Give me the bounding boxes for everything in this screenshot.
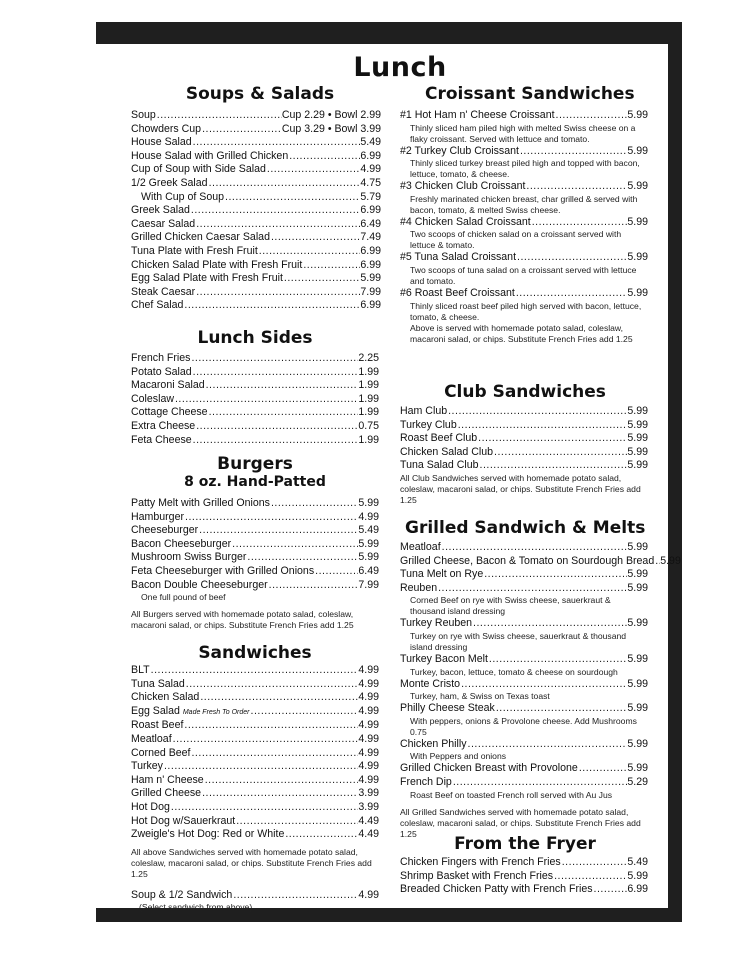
list-item: #5 Tuna Salad Croissant ..... 5.99: [400, 251, 648, 265]
lunch-sides-list: [131, 352, 379, 447]
list-item: Monte Cristo ..... 5.99: [400, 678, 648, 692]
fryer-list: [400, 856, 648, 897]
list-item: Greek Salad ..... 6.99: [131, 204, 381, 218]
list-item: Feta Cheeseburger with Grilled Onions ..... 6.49: [131, 565, 379, 579]
list-item: Philly Cheese Steak ..... 5.99: [400, 702, 648, 716]
burgers-heading: Burgers: [217, 454, 293, 474]
list-item: Caesar Salad ..... 6.49: [131, 218, 381, 232]
item-description: Two scoops of chicken salad on a croissant served with lettuce & tomato.: [410, 229, 622, 251]
list-item: #1 Hot Ham n' Cheese Croissant ..... 5.99: [400, 109, 648, 123]
section-note: Above is served with homemade potato salad, coleslaw, macaroni salad, or chips. Substitute French Fries add 1.25: [410, 322, 633, 344]
burgers-list: [131, 497, 379, 631]
page-title: Lunch: [353, 52, 447, 83]
item-description: Turkey, ham, & Swiss on Texas toast: [410, 691, 550, 702]
list-item: Turkey Club ..... 5.99: [400, 419, 648, 433]
list-item: Egg Salad Plate with Fresh Fruit ..... 5.99: [131, 272, 381, 286]
sandwiches-heading: Sandwiches: [198, 643, 312, 663]
list-item: #6 Roast Beef Croissant ..... 5.99: [400, 287, 648, 301]
list-item: Chef Salad ..... 6.99: [131, 299, 381, 313]
list-item: Turkey ..... 4.99: [131, 760, 379, 774]
croissant-heading: Croissant Sandwiches: [425, 84, 635, 104]
item-description: Freshly marinated chicken breast, char grilled & served with bacon, tomato, & melted Swiss cheese.: [410, 193, 638, 215]
list-item: French Dip ..... 5.29: [400, 776, 648, 790]
list-item: Steak Caesar ..... 7.99: [131, 286, 381, 300]
top-border-bar: [96, 22, 682, 44]
item-description: Corned Beef on rye with Swiss cheese, sauerkraut & thousand island dressing: [410, 595, 611, 617]
list-item: Bacon Cheeseburger ..... 5.99: [131, 538, 379, 552]
list-item: Chicken Fingers with French Fries ..... 5.49: [400, 856, 648, 870]
item-description: One full pound of beef: [141, 592, 226, 603]
item-description: Turkey on rye with Swiss cheese, sauerkraut & thousand island dressing: [410, 630, 627, 652]
list-item: Zweigle's Hot Dog: Red or White ..... 4.49: [131, 828, 379, 842]
list-item: House Salad ..... 5.49: [131, 136, 381, 150]
list-item: Reuben ..... 5.99: [400, 582, 648, 596]
burgers-subheading: 8 oz. Hand-Patted: [184, 474, 326, 490]
list-item: Cup of Soup with Side Salad ..... 4.99: [131, 163, 381, 177]
sandwiches-list: [131, 664, 379, 913]
list-item: Grilled Cheese ..... 3.99: [131, 787, 379, 801]
list-item: Tuna Plate with Fresh Fruit ..... 6.99: [131, 245, 381, 259]
list-item: Tuna Salad ..... 4.99: [131, 678, 379, 692]
list-item: Meatloaf ..... 5.99: [400, 541, 648, 555]
list-item: Hot Dog w/Sauerkraut ..... 4.49: [131, 815, 379, 829]
list-item: Cottage Cheese ..... 1.99: [131, 406, 379, 420]
list-item: #3 Chicken Club Croissant ..... 5.99: [400, 180, 648, 194]
grilled-heading: Grilled Sandwich & Melts: [405, 518, 646, 538]
list-item: Macaroni Salad ..... 1.99: [131, 379, 379, 393]
list-item: Hot Dog ..... 3.99: [131, 801, 379, 815]
list-item: Hamburger ..... 4.99: [131, 511, 379, 525]
club-heading: Club Sandwiches: [444, 382, 606, 402]
item-description: Turkey, bacon, lettuce, tomato & cheese on sourdough: [410, 666, 618, 677]
item-description: Thinly sliced turkey breast piled high and topped with bacon, lettuce, tomato, & cheese.: [410, 158, 640, 180]
list-item: Mushroom Swiss Burger ..... 5.99: [131, 551, 379, 565]
list-item: Chowders Cup ..... Cup 3.29 • Bowl 3.99: [131, 123, 381, 137]
item-description: (Select sandwich from above): [139, 902, 253, 913]
list-item: Breaded Chicken Patty with French Fries ..... 6.99: [400, 883, 648, 897]
list-item: #2 Turkey Club Croissant ..... 5.99: [400, 145, 648, 159]
grilled-list: [400, 541, 681, 840]
soups-salads-list: [131, 109, 381, 313]
list-item: With Cup of Soup ..... 5.79: [131, 191, 381, 205]
list-item: BLT ..... 4.99: [131, 664, 379, 678]
section-note: All Burgers served with homemade potato salad, coleslaw, macaroni salad, or chips. Substitute French Fries add 1.25: [131, 609, 354, 631]
list-item: Egg Salad Made Fresh To Order ..... 4.99: [131, 705, 379, 720]
list-item: Extra Cheese ..... 0.75: [131, 420, 379, 434]
item-description: With Peppers and onions: [410, 751, 507, 762]
list-item: Shrimp Basket with French Fries ..... 5.99: [400, 870, 648, 884]
croissant-list: [400, 109, 648, 345]
list-item: Feta Cheese ..... 1.99: [131, 434, 379, 448]
list-item: Turkey Bacon Melt ..... 5.99: [400, 653, 648, 667]
list-item: Grilled Cheese, Bacon & Tomato on Sourdough Bread ..... 5.99: [400, 555, 648, 569]
item-description: Thinly sliced ham piled high with melted Swiss cheese on a flaky croissant. Served with lettuce and tomato.: [410, 122, 636, 144]
soups-salads-heading: Soups & Salads: [185, 84, 335, 104]
list-item: Ham n' Cheese ..... 4.99: [131, 774, 379, 788]
list-item: Chicken Philly ..... 5.99: [400, 738, 648, 752]
item-description: With peppers, onions & Provolone cheese. Add Mushrooms 0.75: [410, 715, 637, 737]
list-item: Meatloaf ..... 4.99: [131, 733, 379, 747]
section-note: All Club Sandwiches served with homemade potato salad, coleslaw, macaroni salad, or chips. Substitute French Fries add 1.25: [400, 472, 641, 505]
item-description: Two scoops of tuna salad on a croissant served with lettuce and tomato.: [410, 264, 637, 286]
fryer-heading: From the Fryer: [454, 834, 596, 854]
list-item: French Fries ..... 2.25: [131, 352, 379, 366]
list-item: Chicken Salad Club ..... 5.99: [400, 446, 648, 460]
list-item: House Salad with Grilled Chicken ..... 6.99: [131, 150, 381, 164]
list-item: Coleslaw ..... 1.99: [131, 393, 379, 407]
section-note: All above Sandwiches served with homemade potato salad, coleslaw, macaroni salad, or chips. Substitute French Fries add 1.25: [131, 846, 372, 879]
list-item: Roast Beef Club ..... 5.99: [400, 432, 648, 446]
list-item: Tuna Melt on Rye ..... 5.99: [400, 568, 648, 582]
list-item: Cheeseburger ..... 5.49: [131, 524, 379, 538]
list-item: Chicken Salad ..... 4.99: [131, 691, 379, 705]
right-border-bar: [668, 22, 682, 922]
list-item: Grilled Chicken Breast with Provolone ..... 5.99: [400, 762, 648, 776]
list-item: Tuna Salad Club ..... 5.99: [400, 459, 648, 473]
club-list: [400, 405, 648, 506]
list-item: Bacon Double Cheeseburger ..... 7.99: [131, 579, 379, 593]
list-item: Grilled Chicken Caesar Salad ..... 7.49: [131, 231, 381, 245]
list-item: Ham Club ..... 5.99: [400, 405, 648, 419]
list-item: Chicken Salad Plate with Fresh Fruit ..... 6.99: [131, 259, 381, 273]
section-note: All Grilled Sandwiches served with homemade potato salad, coleslaw, macaroni salad, or chips. Substitute French Fries add 1.25: [400, 806, 641, 839]
list-item: Potato Salad ..... 1.99: [131, 366, 379, 380]
list-item: Turkey Reuben ..... 5.99: [400, 617, 648, 631]
list-item: Soup & 1/2 Sandwich ..... 4.99: [131, 889, 379, 903]
list-item: Roast Beef ..... 4.99: [131, 719, 379, 733]
lunch-sides-heading: Lunch Sides: [197, 328, 313, 348]
list-item: Corned Beef ..... 4.99: [131, 747, 379, 761]
list-item: Patty Melt with Grilled Onions ..... 5.99: [131, 497, 379, 511]
item-description: Thinly sliced roast beef piled high served with bacon, lettuce, tomato, & cheese.: [410, 300, 642, 322]
list-item: #4 Chicken Salad Croissant ..... 5.99: [400, 216, 648, 230]
list-item: Soup ..... Cup 2.29 • Bowl 2.99: [131, 109, 381, 123]
list-item: 1/2 Greek Salad ..... 4.75: [131, 177, 381, 191]
item-description: Roast Beef on toasted French roll served with Au Jus: [410, 789, 613, 800]
